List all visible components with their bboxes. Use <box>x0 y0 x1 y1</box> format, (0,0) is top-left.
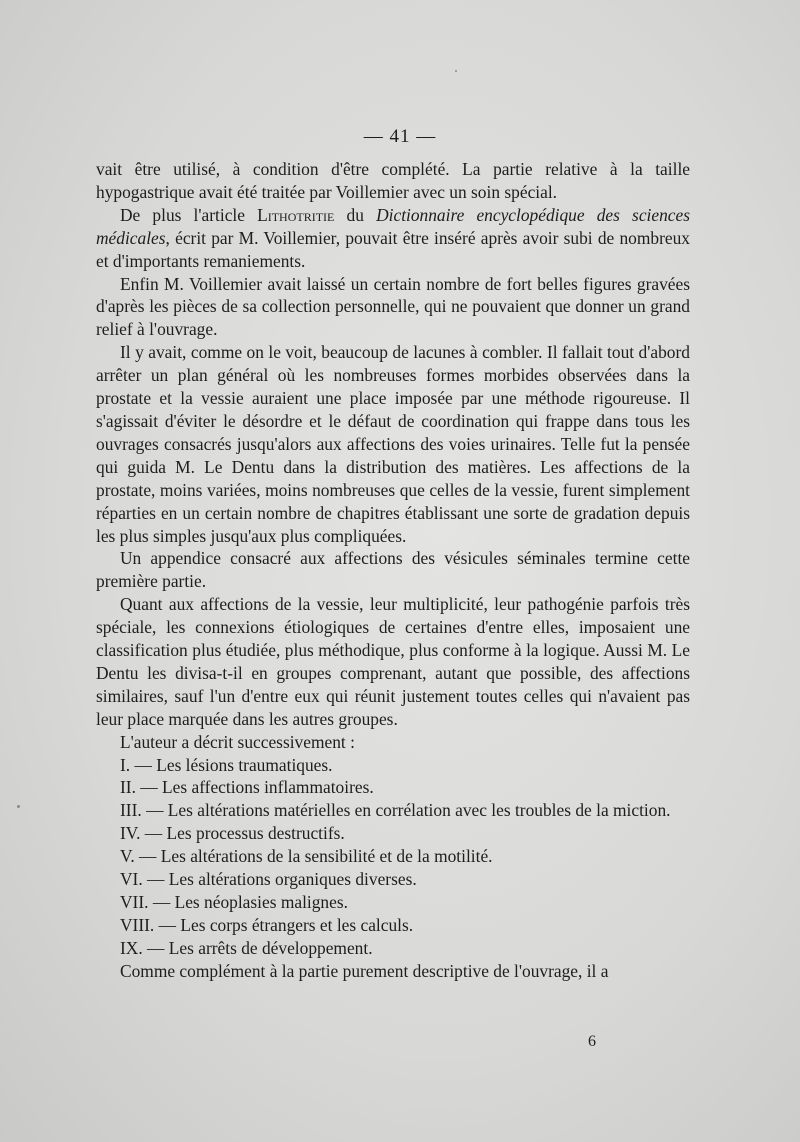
paragraph-1: vait être utilisé, à condition d'être complété. La partie relative à la taille hypogastrique avait été traitée par Voillemier avec un soin spécial. <box>96 159 690 202</box>
paragraph-2 <box>96 204 690 273</box>
signature-mark: 6 <box>588 1033 596 1050</box>
closing-paragraph: Comme complément à la partie purement descriptive de l'ouvrage, il a <box>120 960 609 981</box>
list-item: VII. — Les néoplasies malignes. <box>120 892 348 912</box>
list-item: I. — Les lésions traumatiques. <box>120 754 333 775</box>
list-item: III. — Les altérations matérielles en corrélation avec les troubles de la miction. <box>120 800 671 821</box>
paragraph-5: Un appendice consacré aux affections des vésicules séminales termine cette première partie. <box>96 548 690 592</box>
list-item: VI. — Les altérations organiques diverses. <box>120 869 417 890</box>
paragraph-2-rest: , écrit par M. Voillemier, pouvait être inséré après avoir subi de nombreux et d'importants remaniements. <box>96 227 690 271</box>
paper-speck <box>455 70 457 72</box>
paragraph-2-lead: De plus l'article <box>120 204 258 225</box>
list-item: IV. — Les processus destructifs. <box>120 823 345 844</box>
page-body <box>96 158 690 983</box>
dictionary-title: Dictionnaire encyclopédique des sciences médicales <box>96 204 690 248</box>
paragraph-3: Enfin M. Voillemier avait laissé un certain nombre de fort belles figures gravées d'après les pièces de sa collection personnelle, qui ne pouvaient que donner un grand relief à l'ouvrage. <box>96 273 690 340</box>
paragraph-4: Il y avait, comme on le voit, beaucoup de lacunes à combler. Il fallait tout d'abord arrêter un plan général où les nombreuses formes morbides observées dans la prostate et la vessie auraient une place imposée par une méthode rigoureuse. Il s'agissait d'éviter le désordre et le défaut de coordination qui frappe dans tous les ouvrages consacrés jusqu'alors aux affections des voies urinaires. Telle fut la pensée qui guida M. Le Dentu dans la distribution des matières. Les affections de la prostate, moins variées, moins nombreuses que celles de la vessie, furent simplement réparties en un certain nombre de chapitres établissant une sorte de gradation depuis les plus simples jusqu'aux plus compliquées. <box>96 342 690 546</box>
paragraph-7: L'auteur a décrit successivement : <box>120 731 355 752</box>
paper-speck <box>17 805 20 808</box>
paragraph-6: Quant aux affections de la vessie, leur multiplicité, leur pathogénie parfois très spéciale, les connexions étiologiques de certaines d'entre elles, imposaient une classification plus étudiée, plus méthodique, plus conforme à la logique. Aussi M. Le Dentu les divisa-t-il en groupes comprenant, autant que possible, des affections similaires, sauf l'un d'entre eux qui réunit justement toutes celles qui n'avaient pas leur place marquée dans les autres groupes. <box>96 594 690 729</box>
page-number: — 41 — <box>363 126 437 147</box>
list-item: IX. — Les arrêts de développement. <box>120 937 373 958</box>
list-item: II. — Les affections inflammatoires. <box>120 777 374 798</box>
list-item: V. — Les altérations de la sensibilité et de la motilité. <box>120 846 493 867</box>
article-title-lithotritie: Lithotritie <box>257 204 335 225</box>
list-item: VIII. — Les corps étrangers et les calculs. <box>120 914 414 935</box>
paragraph-2-mid: du <box>334 204 377 225</box>
